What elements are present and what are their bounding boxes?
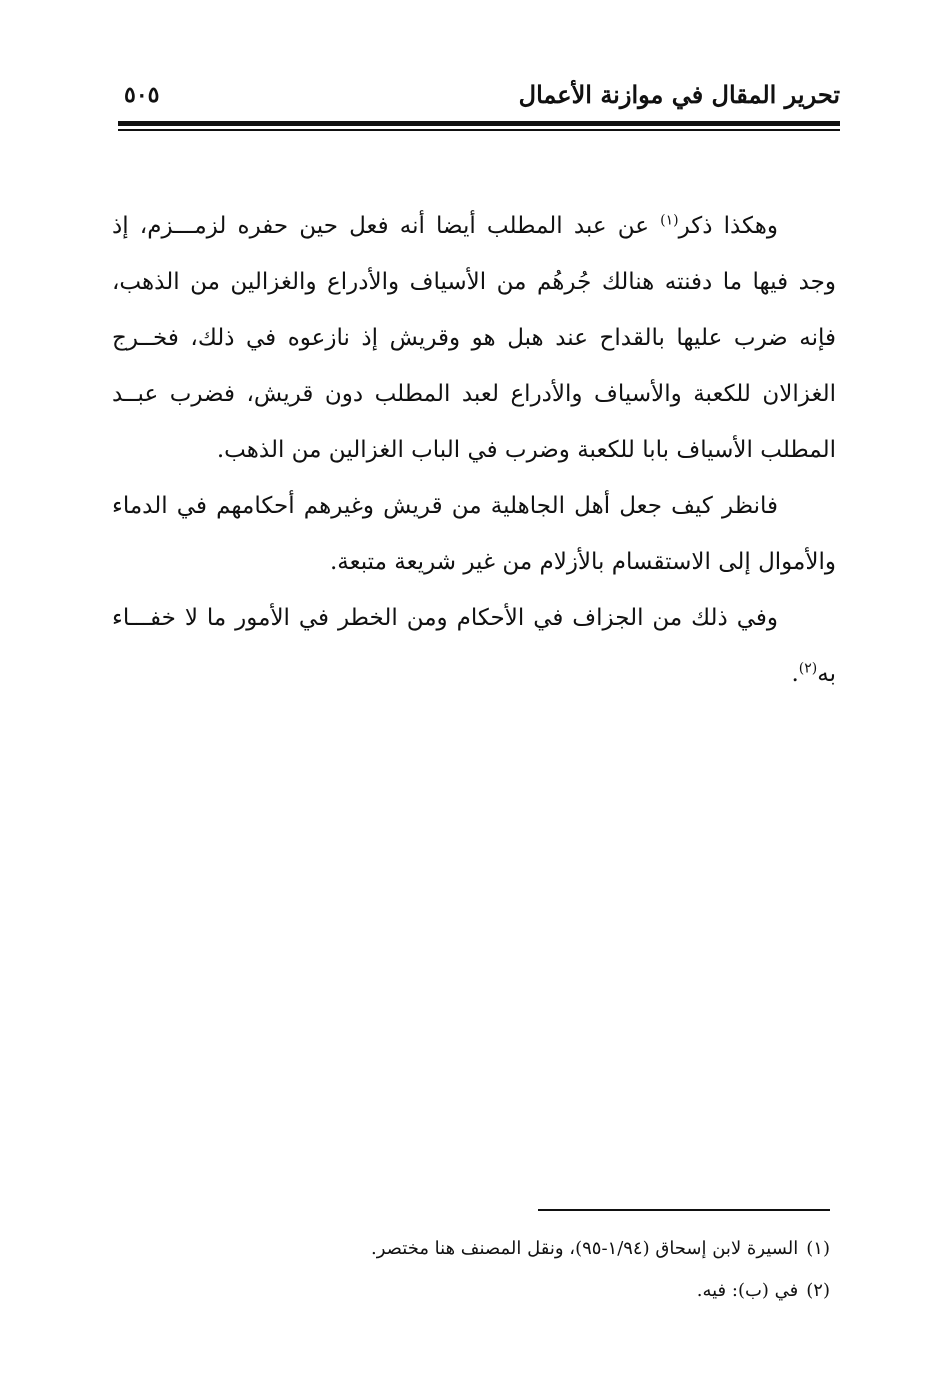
footnote-1 [112, 1228, 830, 1270]
paragraph-1-start: وهكذا ذكر [678, 213, 778, 239]
main-text [112, 198, 836, 702]
page-number: ٥٠٥ [124, 82, 160, 108]
footnote-number: (١) [806, 1238, 830, 1259]
header-rule-thick [118, 121, 840, 126]
paragraph-3-end: . [791, 661, 799, 687]
running-header [118, 78, 840, 118]
paragraph-1-rest: عن عبد المطلب أيضا أنه فعل حين حفره لزمـــزم، إذ وجد فيها ما دفنته هنالك جُرهُم من الأسياف والأدراع والغزالين من الذهب، فإنه ضرب عليها بالقداح عند هبل هو وقريش إذ نازعوه في ذلك، فخــرج الغزالان للكعبة والأسياف والأدراع لعبد المطلب دون قريش، فضرب عبــد المطلب الأسياف بابا للكعبة وضرب في الباب الغزالين من الذهب. [112, 213, 836, 463]
paragraph-3-start: وفي ذلك من الجزاف في الأحكام ومن الخطر في الأمور ما لا خفـــاء به [112, 605, 836, 687]
paragraph-1 [112, 198, 836, 478]
footnote-number: (٢) [806, 1280, 830, 1301]
footnote-text: في (ب): فيه. [696, 1280, 799, 1301]
paragraph-3 [112, 590, 836, 702]
paragraph-2: فانظر كيف جعل أهل الجاهلية من قريش وغيرهم أحكامهم في الدماء والأموال إلى الاستقسام بالأزلام من غير شريعة متبعة. [112, 493, 836, 575]
footnotes [112, 1228, 830, 1312]
footnote-separator [538, 1209, 830, 1211]
footnote-ref-1: (١) [660, 212, 679, 229]
running-title: تحرير المقال في موازنة الأعمال [518, 80, 840, 109]
footnote-ref-2: (٢) [798, 660, 818, 677]
footnote-2 [112, 1270, 830, 1312]
header-rule-thin [118, 129, 840, 131]
footnote-text: السيرة لابن إسحاق (١/٩٤-٩٥)، ونقل المصنف هنا مختصر. [371, 1238, 799, 1259]
